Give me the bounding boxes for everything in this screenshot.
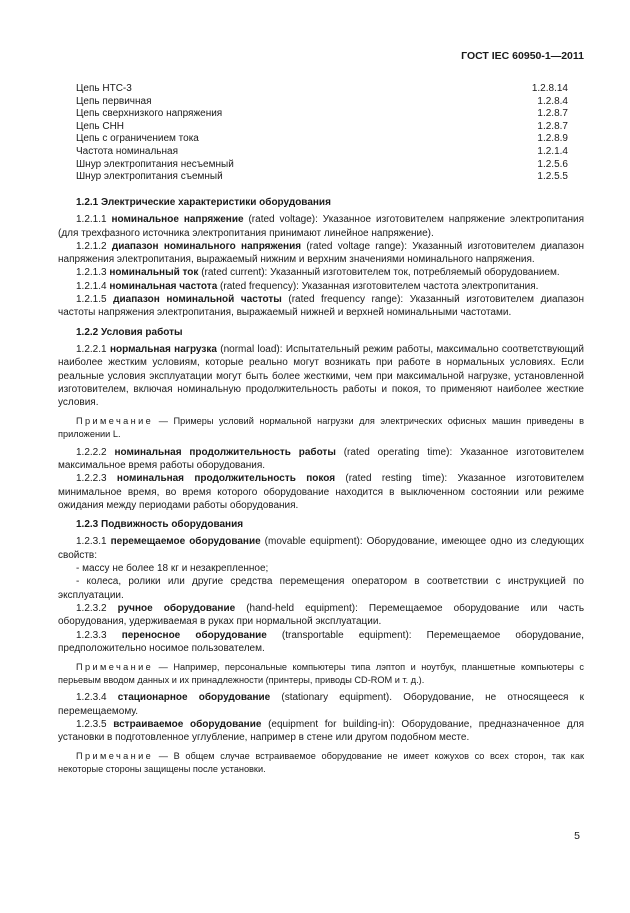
note-label: Примечание	[76, 416, 154, 427]
note-paragraph: Примечание — Примеры условий нормальной нагрузки для электрических офисных машин приведены в приложении L.	[58, 416, 584, 440]
defined-term: номинальная продолжительность покоя	[116, 473, 336, 485]
term-ref: 1.2.8.14	[531, 83, 568, 94]
standard-header: ГОСТ IEC 60950-1—2011	[461, 50, 584, 62]
defined-term: перемещаемое оборудование	[110, 536, 261, 548]
term-name: Цепь с ограничением тока	[76, 133, 199, 145]
definition-paragraph: 1.2.2.1 нормальная нагрузка (normal load): Испытательный режим работы, максимально соответствующий наиболее жестким условиям, которые реально могут возникать при работе в нормальных условиях. Если реальные условия эксплуатации могут быть более жесткими, чем при максимальной нагрузке, установленной изготовителем, включая номинальную продолжительность работы и покоя, то применяют наиболее жесткие условия.	[58, 343, 584, 409]
term-row	[76, 96, 568, 109]
definition-paragraph: 1.2.3.3 переносное оборудование (transportable equipment): Перемещаемое оборудование, предположительно носимое пользователем.	[58, 629, 584, 654]
note-label: Примечание	[76, 662, 154, 673]
definition-paragraph: 1.2.1.5 диапазон номинальной частоты (rated frequency range): Указанный изготовителем диапазон частоты напряжения электропитания, выражаемый нижней и верхней номинальными частотами.	[58, 294, 585, 319]
defined-term: номинальная продолжительность работы	[114, 446, 336, 458]
defined-term: переносное оборудование	[121, 629, 267, 641]
defined-term: встраиваемое оборудование	[113, 718, 262, 730]
defined-term: стационарное оборудование	[117, 692, 271, 704]
definition-paragraph: 1.2.3.1 перемещаемое оборудование (movable equipment): Оборудование, имеющее одно из следующих свойств:	[58, 536, 584, 561]
definition-paragraph: 1.2.1.2 диапазон номинального напряжения (rated voltage range): Указанный изготовителем диапазон напряжения электропитания, выражаемый нижним и верхним значениями номинального напряжения.	[58, 240, 585, 266]
term-row	[76, 171, 568, 184]
term-ref: 1.2.8.7	[537, 108, 568, 120]
term-row	[76, 83, 568, 96]
term-name: Частота номинальная	[76, 145, 179, 157]
term-name: Шнур электропитания съемный	[76, 171, 223, 183]
definition-paragraph: 1.2.2.3 номинальная продолжительность покоя (rated resting time): Указанное изготовителем минимальное время, во время которого оборудование находится в выключенном состоянии или режиме ожидания между периодами работы оборудования.	[58, 473, 584, 511]
defined-term: диапазон номинальной частоты	[113, 294, 282, 306]
term-name: Цепь НТС-3	[76, 83, 132, 94]
definition-paragraph: 1.2.1.3 номинальный ток (rated current): Указанный изготовителем ток, потребляемый оборудованием.	[76, 267, 560, 279]
term-row	[76, 159, 568, 172]
definition-paragraph: 1.2.1.4 номинальная частота (rated frequency): Указанная изготовителем частота электропитания.	[76, 280, 539, 292]
defined-term: номинальная частота	[109, 280, 218, 292]
section-heading: 1.2.2 Условия работы	[76, 326, 183, 338]
defined-term: ручное оборудование	[117, 602, 236, 614]
terms-index	[76, 83, 568, 184]
term-name: Цепь первичная	[76, 95, 152, 107]
term-row	[76, 133, 568, 146]
definition-paragraph: 1.2.3.4 стационарное оборудование (stationary equipment). Оборудование, не относящееся к перемещаемому.	[58, 692, 584, 717]
note-label: Примечание	[76, 751, 154, 762]
list-item: - колеса, ролики или другие средства перемещения оператором в соответствии с инструкцией по эксплуатации.	[58, 576, 584, 601]
section-heading: 1.2.1 Электрические характеристики оборудования	[76, 197, 331, 208]
term-ref: 1.2.5.5	[537, 171, 568, 183]
term-name: Цепь сверхнизкого напряжения	[76, 108, 223, 120]
defined-term: нормальная нагрузка	[109, 343, 217, 355]
section-heading: 1.2.3 Подвижность оборудования	[76, 519, 244, 531]
definition-paragraph: 1.2.3.5 встраиваемое оборудование (equipment for building-in): Оборудование, предназначенное для установки в подготовленное углубление, например в стене или другом подобном месте.	[58, 718, 584, 744]
term-ref: 1.2.8.9	[537, 133, 568, 145]
term-ref: 1.2.5.6	[537, 158, 568, 170]
document-body	[58, 196, 584, 781]
defined-term: номинальный ток	[109, 267, 199, 279]
note-paragraph: Примечание — Например, персональные компьютеры типа лэптоп и ноутбук, планшетные компьютеры с перьевым вводом данных и их принадлежности (принтеры, приводы CD-ROM и т. д.).	[58, 662, 584, 685]
definition-paragraph: 1.2.2.2 номинальная продолжительность работы (rated operating time): Указанное изготовителем максимальное время работы оборудования.	[58, 446, 585, 471]
definition-paragraph: 1.2.3.2 ручное оборудование (hand-held equipment): Перемещаемое оборудование или часть оборудования, удерживаемая в руках при нормальной эксплуатации.	[58, 602, 585, 628]
term-ref: 1.2.8.7	[537, 120, 568, 132]
definition-paragraph: 1.2.1.1 номинальное напряжение (rated voltage): Указанное изготовителем напряжение электропитания (для трехфазного источника электропитания принимают линейное напряжение).	[58, 214, 585, 239]
defined-term: диапазон номинального напряжения	[111, 240, 302, 252]
term-ref: 1.2.8.4	[537, 95, 568, 107]
list-item: - массу не более 18 кг и незакрепленное;	[76, 563, 269, 575]
note-paragraph: Примечание — В общем случае встраиваемое оборудование не имеет кожухов со всех сторон, так как некоторые стороны защищены после установки.	[58, 751, 584, 775]
defined-term: номинальное напряжение	[111, 214, 244, 226]
term-row	[76, 108, 568, 121]
term-name: Шнур электропитания несъемный	[76, 158, 234, 170]
term-name: Цепь СНН	[76, 120, 125, 132]
page-number: 5	[574, 830, 580, 842]
term-ref: 1.2.1.4	[537, 145, 568, 157]
term-row	[76, 121, 568, 134]
term-row	[76, 146, 568, 159]
